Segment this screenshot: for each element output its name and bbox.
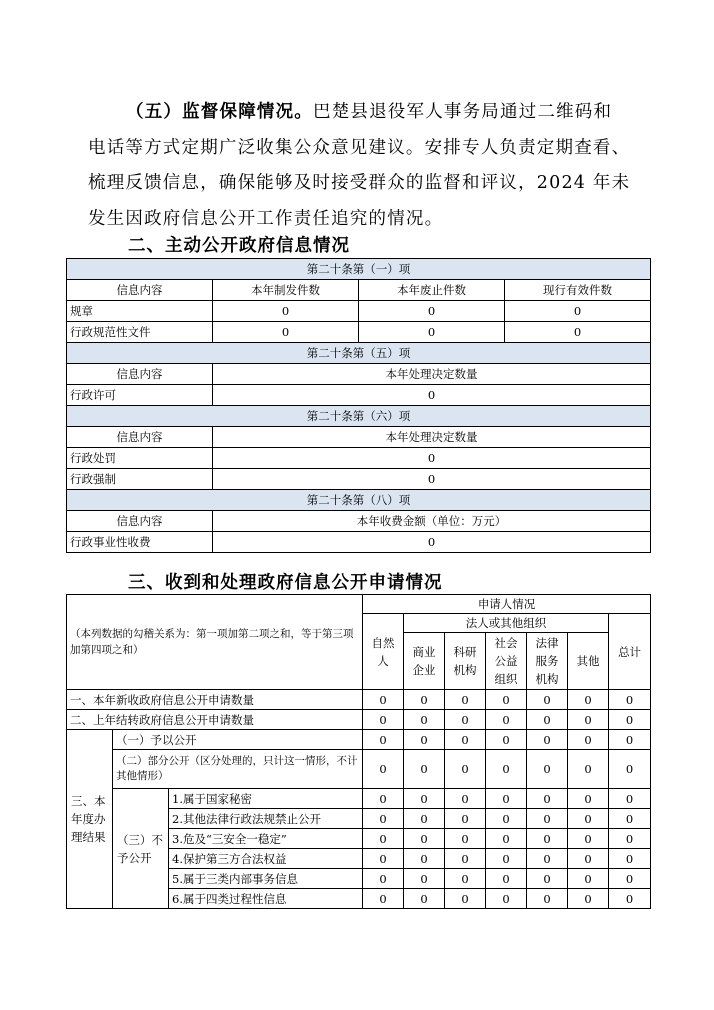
col-legal-service bbox=[527, 633, 568, 690]
cell-value: 0 bbox=[527, 849, 568, 869]
cell-value: 0 bbox=[213, 532, 651, 553]
label-line: 予公开 bbox=[117, 850, 152, 865]
cell-value: 0 bbox=[363, 710, 404, 730]
header-line: 公益 bbox=[494, 654, 518, 668]
cell-value: 0 bbox=[363, 730, 404, 750]
paragraph-line-1-text: 巴楚县退役军人事务局通过二维码和 bbox=[313, 102, 613, 122]
header-line: 商业 bbox=[412, 645, 436, 659]
cell-value: 0 bbox=[363, 869, 404, 889]
header-line: 社会 bbox=[494, 636, 518, 650]
cell-value: 0 bbox=[527, 829, 568, 849]
cell-value: 0 bbox=[486, 869, 527, 889]
cell-value: 0 bbox=[404, 710, 445, 730]
cell-value: 0 bbox=[609, 690, 651, 710]
proactive-disclosure-table bbox=[66, 258, 651, 553]
cell-value: 0 bbox=[527, 789, 568, 809]
balance-note: （本列数据的勾稽关系为：第一项加第二项之和，等于第三项加第四项之和） bbox=[67, 595, 363, 690]
cell-value: 0 bbox=[213, 448, 651, 469]
column-header: 本年制发件数 bbox=[213, 280, 359, 301]
cell-value: 0 bbox=[363, 750, 404, 789]
cell-value: 0 bbox=[445, 750, 486, 789]
cell-value: 0 bbox=[213, 301, 359, 322]
cell-value: 0 bbox=[568, 889, 609, 909]
column-header: 本年处理决定数量 bbox=[213, 427, 651, 448]
cell-value: 0 bbox=[445, 829, 486, 849]
not-disclosed-group-label bbox=[113, 789, 169, 909]
cell-value: 0 bbox=[359, 322, 505, 343]
column-header: 信息内容 bbox=[67, 364, 213, 385]
cell-value: 0 bbox=[486, 710, 527, 730]
row-label: 行政强制 bbox=[67, 469, 213, 490]
row-label: 行政许可 bbox=[67, 385, 213, 406]
header-line: 科研 bbox=[453, 645, 477, 659]
label-line: 年度办 bbox=[71, 812, 106, 826]
cell-value: 0 bbox=[363, 690, 404, 710]
table-header-row bbox=[67, 511, 651, 532]
header-line: 自然 bbox=[371, 635, 395, 650]
cell-value: 0 bbox=[609, 849, 651, 869]
row-label: 规章 bbox=[67, 301, 213, 322]
band-title: 第二十条第（一）项 bbox=[67, 259, 651, 280]
table-row bbox=[67, 690, 651, 710]
cell-value: 0 bbox=[445, 789, 486, 809]
band-title: 第二十条第（五）项 bbox=[67, 343, 651, 364]
table-row bbox=[67, 448, 651, 469]
table-band bbox=[67, 259, 651, 280]
paragraph-lead: （五）监督保障情况。 bbox=[126, 102, 313, 122]
cell-value: 0 bbox=[404, 690, 445, 710]
cell-value: 0 bbox=[445, 730, 486, 750]
cell-value: 0 bbox=[404, 809, 445, 829]
cell-value: 0 bbox=[404, 730, 445, 750]
header-line: 法律 bbox=[535, 636, 559, 650]
cell-value: 0 bbox=[404, 789, 445, 809]
cell-value: 0 bbox=[363, 889, 404, 909]
row-label: 行政事业性收费 bbox=[67, 532, 213, 553]
cell-value: 0 bbox=[404, 829, 445, 849]
table-band bbox=[67, 406, 651, 427]
col-social-welfare bbox=[486, 633, 527, 690]
cell-value: 0 bbox=[505, 322, 651, 343]
col-research bbox=[445, 633, 486, 690]
cell-value: 0 bbox=[609, 829, 651, 849]
section-2-heading: 二、主动公开政府信息情况 bbox=[128, 236, 350, 256]
row-label: 4.保护第三方合法权益 bbox=[169, 849, 363, 869]
header-line: 人 bbox=[377, 653, 389, 668]
table-row bbox=[67, 710, 651, 730]
table-band bbox=[67, 490, 651, 511]
cell-value: 0 bbox=[404, 849, 445, 869]
header-line: 机构 bbox=[453, 663, 477, 677]
cell-value: 0 bbox=[486, 809, 527, 829]
cell-value: 0 bbox=[445, 889, 486, 909]
cell-value: 0 bbox=[445, 849, 486, 869]
cell-value: 0 bbox=[609, 710, 651, 730]
table-band bbox=[67, 343, 651, 364]
cell-value: 0 bbox=[404, 889, 445, 909]
column-header: 信息内容 bbox=[67, 427, 213, 448]
cell-value: 0 bbox=[568, 690, 609, 710]
cell-value: 0 bbox=[568, 710, 609, 730]
legal-entity-header: 法人或其他组织 bbox=[404, 614, 609, 633]
table-row bbox=[67, 730, 651, 750]
section-3-heading: 三、收到和处理政府信息公开申请情况 bbox=[128, 573, 443, 593]
header-line: 企业 bbox=[412, 663, 436, 677]
cell-value: 0 bbox=[609, 809, 651, 829]
column-header: 信息内容 bbox=[67, 511, 213, 532]
row-label: 6.属于四类过程性信息 bbox=[169, 889, 363, 909]
cell-value: 0 bbox=[363, 849, 404, 869]
header-line: 服务 bbox=[535, 654, 559, 668]
cell-value: 0 bbox=[568, 789, 609, 809]
cell-value: 0 bbox=[363, 789, 404, 809]
cell-value: 0 bbox=[568, 809, 609, 829]
row-label: 行政规范性文件 bbox=[67, 322, 213, 343]
cell-value: 0 bbox=[445, 869, 486, 889]
cell-value: 0 bbox=[609, 869, 651, 889]
cell-value: 0 bbox=[527, 869, 568, 889]
cell-value: 0 bbox=[213, 469, 651, 490]
column-header: 本年收费金额（单位：万元） bbox=[213, 511, 651, 532]
applicant-header: 申请人情况 bbox=[363, 595, 651, 614]
table-row bbox=[67, 469, 651, 490]
row-label: 3.危及“三安全一稳定” bbox=[169, 829, 363, 849]
cell-value: 0 bbox=[359, 301, 505, 322]
application-handling-table bbox=[66, 594, 651, 909]
cell-value: 0 bbox=[527, 809, 568, 829]
paragraph-line-3: 梳理反馈信息，确保能够及时接受群众的监督和评议，2024 年未 bbox=[88, 173, 631, 193]
column-header: 本年废止件数 bbox=[359, 280, 505, 301]
cell-value: 0 bbox=[527, 710, 568, 730]
col-other: 其他 bbox=[568, 633, 609, 690]
paragraph-line-1 bbox=[88, 95, 648, 131]
paragraph-line-4: 发生因政府信息公开工作责任追究的情况。 bbox=[88, 208, 444, 229]
paragraph-line-2: 电话等方式定期广泛收集公众意见建议。安排专人负责定期查看、 bbox=[88, 137, 631, 158]
cell-value: 0 bbox=[445, 710, 486, 730]
label-line: 理结果 bbox=[71, 830, 106, 844]
cell-value: 0 bbox=[213, 322, 359, 343]
cell-value: 0 bbox=[363, 829, 404, 849]
cell-value: 0 bbox=[404, 750, 445, 789]
band-title: 第二十条第（六）项 bbox=[67, 406, 651, 427]
col-total: 总计 bbox=[609, 614, 651, 690]
table-row bbox=[67, 301, 651, 322]
cell-value: 0 bbox=[486, 690, 527, 710]
cell-value: 0 bbox=[486, 889, 527, 909]
table-row bbox=[67, 322, 651, 343]
table-row bbox=[67, 789, 651, 809]
supervision-paragraph bbox=[88, 95, 648, 237]
header-line: 组织 bbox=[494, 672, 518, 686]
column-header: 现行有效件数 bbox=[505, 280, 651, 301]
cell-value: 0 bbox=[568, 750, 609, 789]
row-label: 1.属于国家秘密 bbox=[169, 789, 363, 809]
cell-value: 0 bbox=[527, 730, 568, 750]
table-header-row bbox=[67, 595, 651, 614]
cell-value: 0 bbox=[486, 789, 527, 809]
cell-value: 0 bbox=[404, 869, 445, 889]
cell-value: 0 bbox=[568, 849, 609, 869]
annual-result-group-label bbox=[67, 730, 113, 909]
table-header-row bbox=[67, 427, 651, 448]
cell-value: 0 bbox=[486, 849, 527, 869]
cell-value: 0 bbox=[486, 829, 527, 849]
cell-value: 0 bbox=[527, 750, 568, 789]
cell-value: 0 bbox=[445, 690, 486, 710]
row-label: （二）部分公开（区分处理的，只计这一情形，不计其他情形） bbox=[113, 750, 363, 789]
header-line: 机构 bbox=[535, 672, 559, 686]
cell-value: 0 bbox=[486, 730, 527, 750]
col-natural-person bbox=[363, 614, 404, 690]
table-header-row bbox=[67, 364, 651, 385]
cell-value: 0 bbox=[568, 829, 609, 849]
cell-value: 0 bbox=[213, 385, 651, 406]
cell-value: 0 bbox=[486, 750, 527, 789]
label-line: 三、本 bbox=[71, 794, 106, 808]
row-label: 二、上年结转政府信息公开申请数量 bbox=[67, 710, 363, 730]
label-line: （三）不 bbox=[117, 832, 163, 847]
table-header-row bbox=[67, 280, 651, 301]
cell-value: 0 bbox=[609, 789, 651, 809]
cell-value: 0 bbox=[609, 750, 651, 789]
table-row bbox=[67, 750, 651, 789]
column-header: 信息内容 bbox=[67, 280, 213, 301]
row-label: 5.属于三类内部事务信息 bbox=[169, 869, 363, 889]
table-row bbox=[67, 385, 651, 406]
band-title: 第二十条第（八）项 bbox=[67, 490, 651, 511]
cell-value: 0 bbox=[609, 889, 651, 909]
cell-value: 0 bbox=[445, 809, 486, 829]
row-label: 行政处罚 bbox=[67, 448, 213, 469]
cell-value: 0 bbox=[505, 301, 651, 322]
cell-value: 0 bbox=[568, 869, 609, 889]
cell-value: 0 bbox=[609, 730, 651, 750]
col-business bbox=[404, 633, 445, 690]
row-label: 2.其他法律行政法规禁止公开 bbox=[169, 809, 363, 829]
row-label: （一）予以公开 bbox=[113, 730, 363, 750]
row-label: 一、本年新收政府信息公开申请数量 bbox=[67, 690, 363, 710]
column-header: 本年处理决定数量 bbox=[213, 364, 651, 385]
cell-value: 0 bbox=[363, 809, 404, 829]
table-row bbox=[67, 532, 651, 553]
cell-value: 0 bbox=[527, 690, 568, 710]
cell-value: 0 bbox=[568, 730, 609, 750]
cell-value: 0 bbox=[527, 889, 568, 909]
